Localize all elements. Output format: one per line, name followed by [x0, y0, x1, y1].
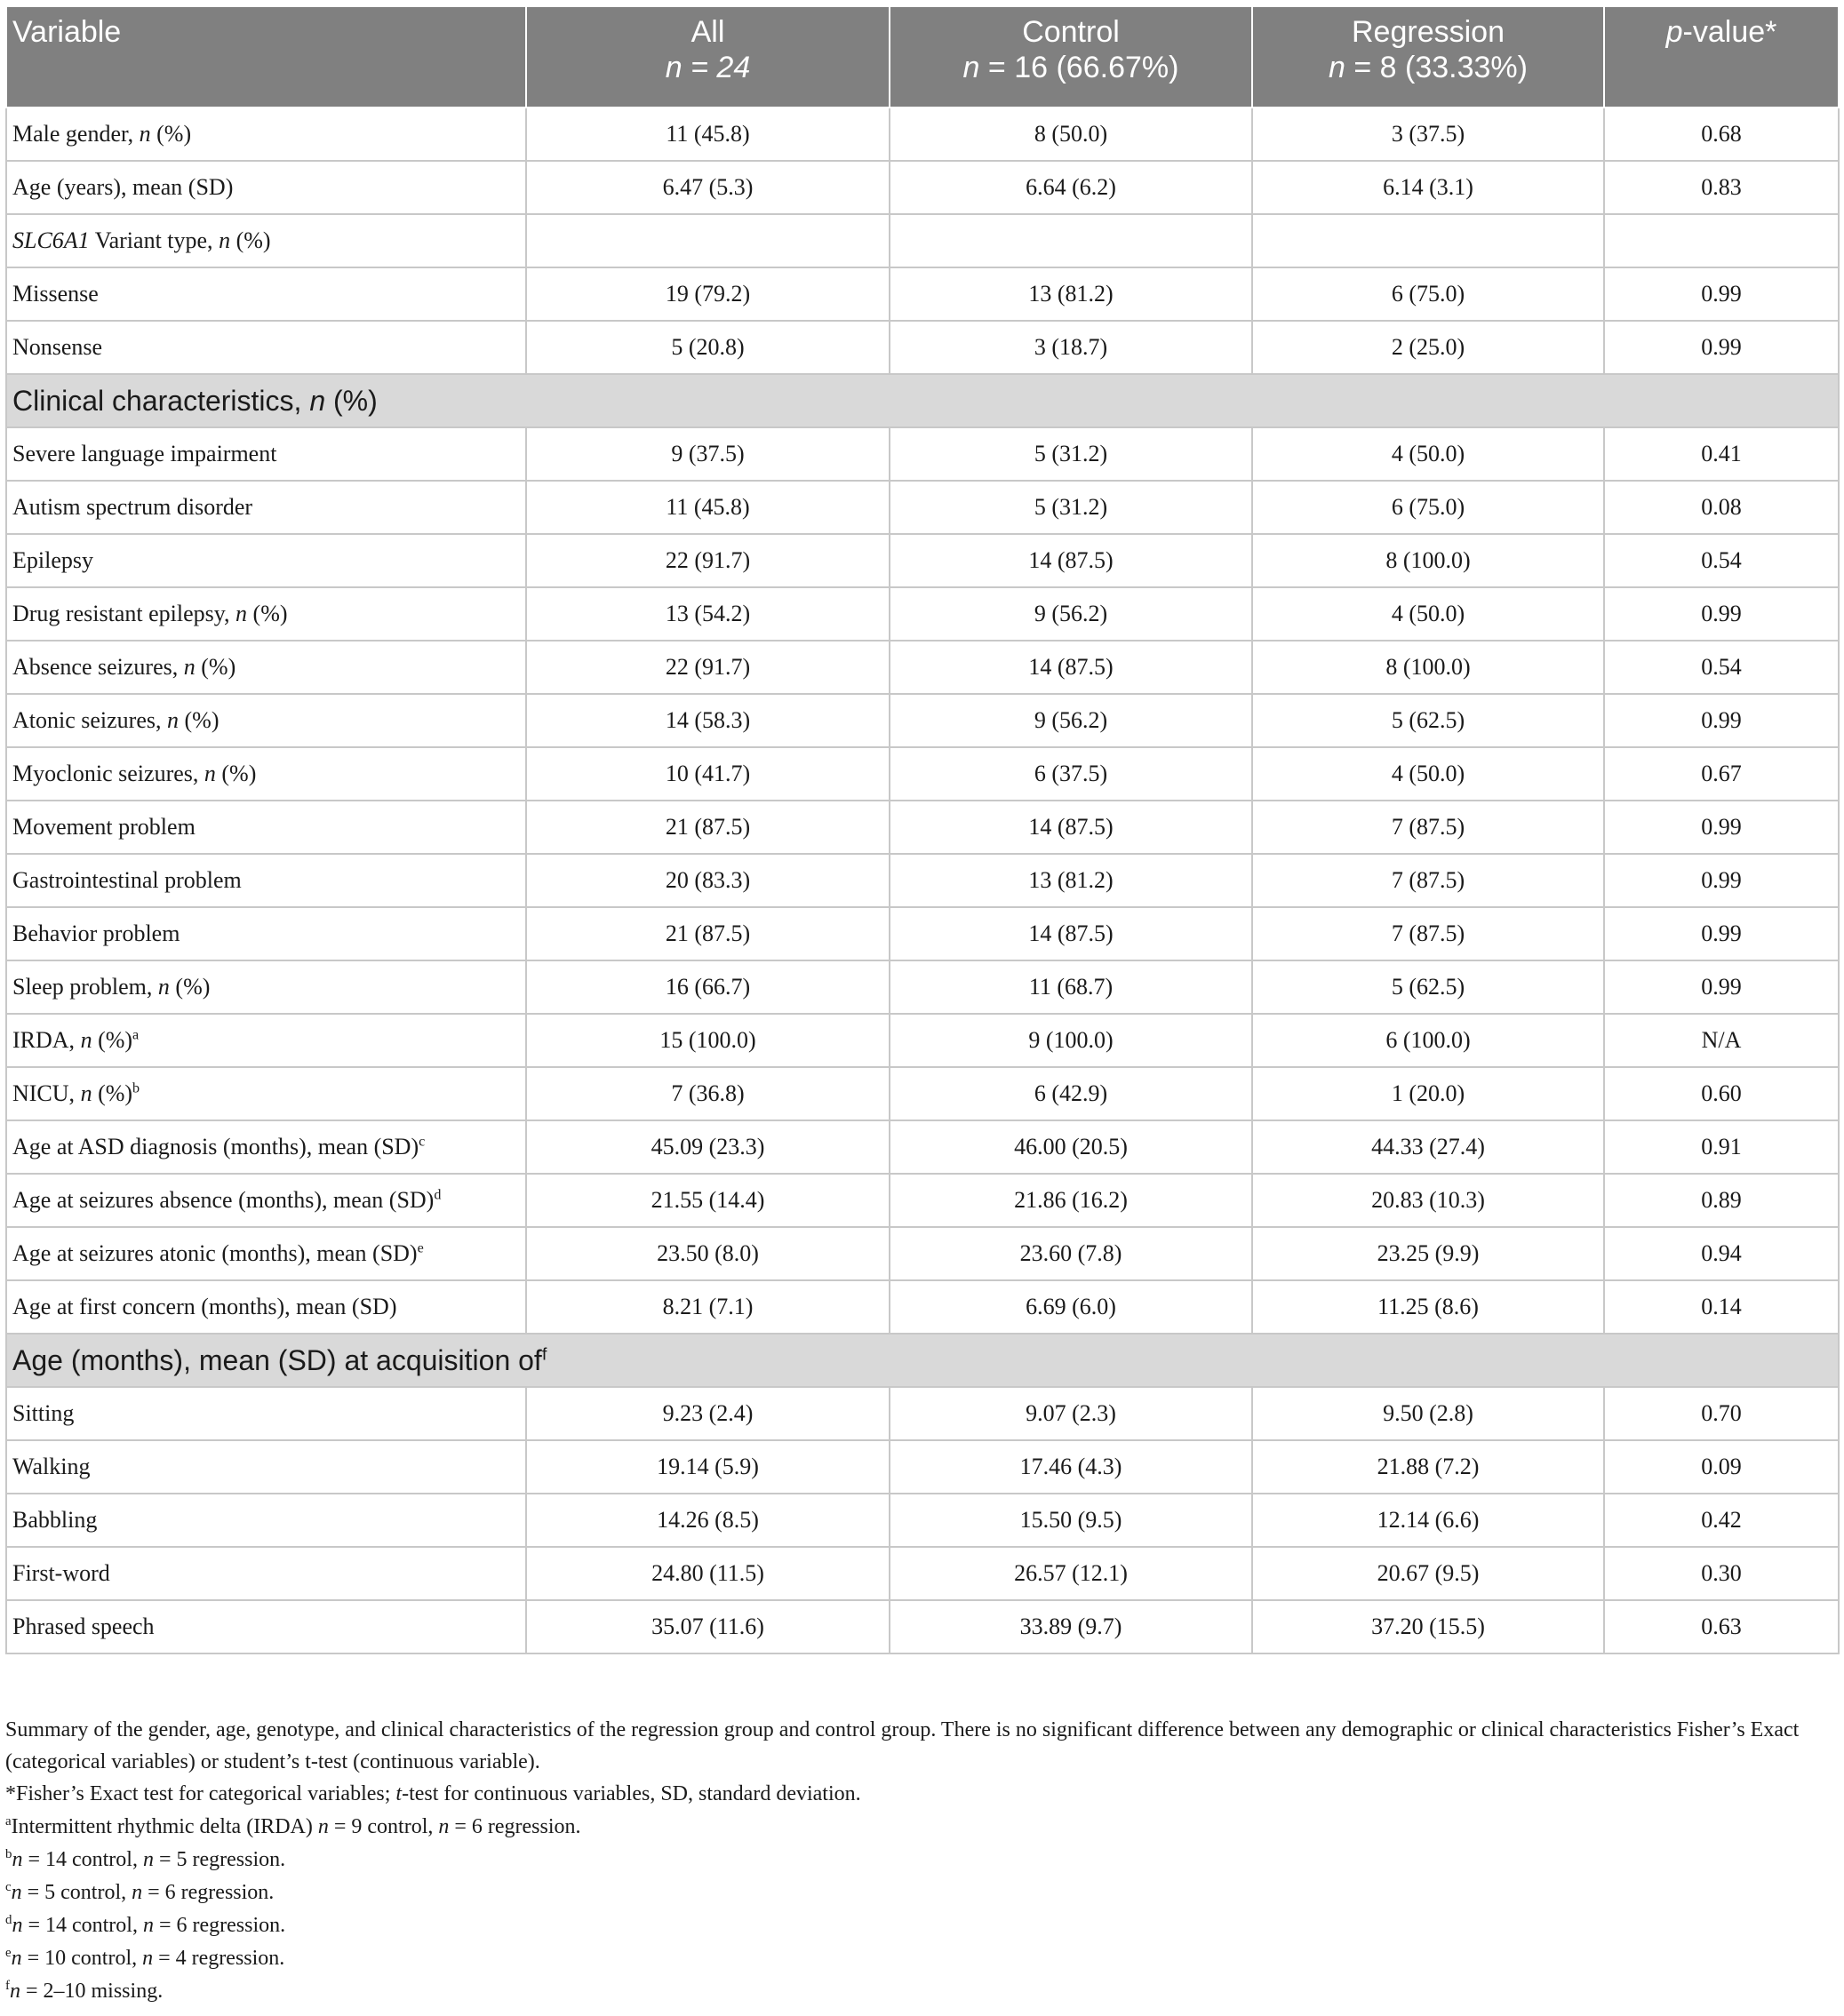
cell-regression: 7 (87.5) [1252, 801, 1604, 854]
cell-regression: 20.83 (10.3) [1252, 1174, 1604, 1227]
cell-regression [1252, 214, 1604, 267]
footnote-item: *Fisher’s Exact test for categorical variables; t-test for continuous variables, SD, standard deviation. [5, 1782, 861, 1805]
cell-regression: 3 (37.5) [1252, 108, 1604, 161]
cell-all: 11 (45.8) [526, 481, 890, 534]
footnote-item: $^c$n = 5 control, n = 6 regression. [5, 1880, 275, 1904]
cell-regression: 6 (100.0) [1252, 1014, 1604, 1067]
header-p-value: p-value* [1604, 6, 1839, 108]
header-regression: Regression n = 8 (33.33%) [1252, 6, 1604, 108]
row-label: Myoclonic seizures, n (%) [6, 747, 526, 801]
cell-p: 0.99 [1604, 907, 1839, 960]
cell-p: N/A [1604, 1014, 1839, 1067]
cell-all: 35.07 (11.6) [526, 1600, 890, 1653]
cell-p: 0.91 [1604, 1120, 1839, 1174]
cell-regression: 20.67 (9.5) [1252, 1547, 1604, 1600]
cell-p: 0.99 [1604, 587, 1839, 641]
table-row [6, 267, 1839, 321]
cell-all: 19 (79.2) [526, 267, 890, 321]
table-row [6, 1600, 1839, 1653]
cell-control: 6 (37.5) [890, 747, 1252, 801]
row-label: Behavior problem [6, 907, 526, 960]
cell-control: 9.07 (2.3) [890, 1387, 1252, 1440]
row-label: Absence seizures, n (%) [6, 641, 526, 694]
cell-all: 14 (58.3) [526, 694, 890, 747]
table-footnotes [5, 1714, 1838, 2008]
cell-regression: 1 (20.0) [1252, 1067, 1604, 1120]
cell-control: 6.64 (6.2) [890, 161, 1252, 214]
section-header-row [6, 374, 1839, 427]
table-row [6, 161, 1839, 214]
cell-p: 0.41 [1604, 427, 1839, 481]
row-label: Autism spectrum disorder [6, 481, 526, 534]
table-body [6, 108, 1839, 1653]
header-control: Control n = 16 (66.67%) [890, 6, 1252, 108]
row-label: IRDA, n (%)$^a$ [6, 1014, 526, 1067]
table-row [6, 587, 1839, 641]
row-label: Sleep problem, n (%) [6, 960, 526, 1014]
cell-control: 17.46 (4.3) [890, 1440, 1252, 1494]
footnote-item: $^a$Intermittent rhythmic delta (IRDA) n = 9 control, n = 6 regression. [5, 1814, 581, 1838]
row-label: Sitting [6, 1387, 526, 1440]
cell-p: 0.70 [1604, 1387, 1839, 1440]
cell-p: 0.99 [1604, 801, 1839, 854]
cell-regression: 4 (50.0) [1252, 427, 1604, 481]
cell-regression: 37.20 (15.5) [1252, 1600, 1604, 1653]
header-regression-n: n = 8 (33.33%) [1329, 51, 1528, 84]
cell-regression: 4 (50.0) [1252, 587, 1604, 641]
cell-all: 8.21 (7.1) [526, 1280, 890, 1334]
cell-control: 14 (87.5) [890, 534, 1252, 587]
cell-p: 0.54 [1604, 641, 1839, 694]
row-label: Epilepsy [6, 534, 526, 587]
cell-control: 9 (56.2) [890, 587, 1252, 641]
cell-all: 45.09 (23.3) [526, 1120, 890, 1174]
row-label: Walking [6, 1440, 526, 1494]
row-label: Babbling [6, 1494, 526, 1547]
cell-p: 0.30 [1604, 1547, 1839, 1600]
table-row [6, 801, 1839, 854]
cell-all: 21.55 (14.4) [526, 1174, 890, 1227]
cell-all: 22 (91.7) [526, 641, 890, 694]
cell-regression: 7 (87.5) [1252, 854, 1604, 907]
row-label: First-word [6, 1547, 526, 1600]
row-label: Missense [6, 267, 526, 321]
cell-p [1604, 214, 1839, 267]
row-label: Phrased speech [6, 1600, 526, 1653]
cell-control: 15.50 (9.5) [890, 1494, 1252, 1547]
cell-p: 0.99 [1604, 960, 1839, 1014]
section-header-row [6, 1334, 1839, 1387]
table-row [6, 907, 1839, 960]
cell-control: 5 (31.2) [890, 481, 1252, 534]
cell-all: 14.26 (8.5) [526, 1494, 890, 1547]
cell-control: 14 (87.5) [890, 801, 1252, 854]
table-row [6, 1387, 1839, 1440]
cell-control: 13 (81.2) [890, 267, 1252, 321]
row-label: Atonic seizures, n (%) [6, 694, 526, 747]
table-row [6, 1067, 1839, 1120]
cell-p: 0.99 [1604, 694, 1839, 747]
cell-all: 21 (87.5) [526, 907, 890, 960]
cell-regression: 23.25 (9.9) [1252, 1227, 1604, 1280]
footnote-item: $^f$n = 2–10 missing. [5, 1979, 164, 2003]
footnote-marker: e [417, 1240, 424, 1256]
cell-p: 0.99 [1604, 321, 1839, 374]
footnote-item: $^b$n = 14 control, n = 5 regression. [5, 1847, 286, 1871]
cell-control: 26.57 (12.1) [890, 1547, 1252, 1600]
row-label: Movement problem [6, 801, 526, 854]
cell-regression: 21.88 (7.2) [1252, 1440, 1604, 1494]
cell-all: 21 (87.5) [526, 801, 890, 854]
cell-control: 33.89 (9.7) [890, 1600, 1252, 1653]
footnote-marker: a [132, 1027, 140, 1043]
cell-regression: 11.25 (8.6) [1252, 1280, 1604, 1334]
cell-regression: 8 (100.0) [1252, 641, 1604, 694]
table-row [6, 747, 1839, 801]
cell-control: 13 (81.2) [890, 854, 1252, 907]
table-row [6, 1014, 1839, 1067]
cell-regression: 44.33 (27.4) [1252, 1120, 1604, 1174]
row-label: Male gender, n (%) [6, 108, 526, 161]
cell-all: 15 (100.0) [526, 1014, 890, 1067]
row-label: NICU, n (%)$^b$ [6, 1067, 526, 1120]
cell-all: 22 (91.7) [526, 534, 890, 587]
cell-p: 0.63 [1604, 1600, 1839, 1653]
cell-p: 0.09 [1604, 1440, 1839, 1494]
cell-regression: 6.14 (3.1) [1252, 161, 1604, 214]
table-row [6, 321, 1839, 374]
footnote-list [5, 1778, 1838, 2008]
cell-p: 0.67 [1604, 747, 1839, 801]
cell-all: 19.14 (5.9) [526, 1440, 890, 1494]
table-row [6, 108, 1839, 161]
table-row [6, 534, 1839, 587]
cell-control: 3 (18.7) [890, 321, 1252, 374]
cell-control: 9 (100.0) [890, 1014, 1252, 1067]
cell-p: 0.68 [1604, 108, 1839, 161]
footnote-marker: f [541, 1343, 547, 1364]
table-container [5, 5, 1838, 1654]
header-control-n: n = 16 (66.67%) [962, 51, 1179, 84]
row-label: Age at seizures atonic (months), mean (SD)$^e$ [6, 1227, 526, 1280]
table-row [6, 1547, 1839, 1600]
header-row [6, 6, 1839, 108]
cell-p: 0.89 [1604, 1174, 1839, 1227]
cell-p: 0.42 [1604, 1494, 1839, 1547]
table-row [6, 1280, 1839, 1334]
cell-all: 16 (66.7) [526, 960, 890, 1014]
cell-all: 9 (37.5) [526, 427, 890, 481]
row-label: Age at first concern (months), mean (SD) [6, 1280, 526, 1334]
cell-p: 0.14 [1604, 1280, 1839, 1334]
demographics-table [5, 5, 1840, 1654]
row-label: Severe language impairment [6, 427, 526, 481]
cell-regression: 8 (100.0) [1252, 534, 1604, 587]
row-label: SLC6A1 Variant type, n (%) [6, 214, 526, 267]
table-row [6, 481, 1839, 534]
table-row [6, 1174, 1839, 1227]
table-row [6, 427, 1839, 481]
cell-control: 23.60 (7.8) [890, 1227, 1252, 1280]
cell-control: 9 (56.2) [890, 694, 1252, 747]
row-label: Age (years), mean (SD) [6, 161, 526, 214]
table-row [6, 1120, 1839, 1174]
cell-all: 20 (83.3) [526, 854, 890, 907]
cell-regression: 5 (62.5) [1252, 960, 1604, 1014]
cell-p: 0.99 [1604, 854, 1839, 907]
cell-regression: 12.14 (6.6) [1252, 1494, 1604, 1547]
section-title: Clinical characteristics, n (%) [6, 374, 1839, 427]
cell-all: 23.50 (8.0) [526, 1227, 890, 1280]
table-row [6, 1440, 1839, 1494]
table-row [6, 1227, 1839, 1280]
cell-p: 0.94 [1604, 1227, 1839, 1280]
row-label: Nonsense [6, 321, 526, 374]
table-row [6, 1494, 1839, 1547]
cell-control: 14 (87.5) [890, 641, 1252, 694]
cell-regression: 6 (75.0) [1252, 481, 1604, 534]
cell-control [890, 214, 1252, 267]
table-row [6, 960, 1839, 1014]
cell-control: 6 (42.9) [890, 1067, 1252, 1120]
cell-all [526, 214, 890, 267]
cell-all: 24.80 (11.5) [526, 1547, 890, 1600]
cell-control: 5 (31.2) [890, 427, 1252, 481]
cell-control: 21.86 (16.2) [890, 1174, 1252, 1227]
cell-p: 0.60 [1604, 1067, 1839, 1120]
cell-regression: 5 (62.5) [1252, 694, 1604, 747]
row-label: Gastrointestinal problem [6, 854, 526, 907]
header-variable: Variable [6, 6, 526, 108]
header-all: All n = 24 [526, 6, 890, 108]
footnote-marker: b [132, 1080, 140, 1096]
table-row [6, 694, 1839, 747]
cell-p: 0.99 [1604, 267, 1839, 321]
cell-regression: 9.50 (2.8) [1252, 1387, 1604, 1440]
footnote-item: $^e$n = 10 control, n = 4 regression. [5, 1946, 285, 1970]
section-title: Age (months), mean (SD) at acquisition $of^f$ [6, 1334, 1839, 1387]
cell-control: 6.69 (6.0) [890, 1280, 1252, 1334]
cell-control: 14 (87.5) [890, 907, 1252, 960]
cell-all: 6.47 (5.3) [526, 161, 890, 214]
cell-regression: 2 (25.0) [1252, 321, 1604, 374]
footnote-item: $^d$n = 14 control, n = 6 regression. [5, 1913, 286, 1937]
cell-all: 9.23 (2.4) [526, 1387, 890, 1440]
cell-p: 0.83 [1604, 161, 1839, 214]
table-row [6, 214, 1839, 267]
cell-control: 46.00 (20.5) [890, 1120, 1252, 1174]
cell-p: 0.54 [1604, 534, 1839, 587]
cell-all: 13 (54.2) [526, 587, 890, 641]
cell-regression: 6 (75.0) [1252, 267, 1604, 321]
cell-control: 8 (50.0) [890, 108, 1252, 161]
cell-control: 11 (68.7) [890, 960, 1252, 1014]
row-label: Drug resistant epilepsy, n (%) [6, 587, 526, 641]
cell-all: 7 (36.8) [526, 1067, 890, 1120]
cell-all: 5 (20.8) [526, 321, 890, 374]
cell-all: 10 (41.7) [526, 747, 890, 801]
footnote-summary: Summary of the gender, age, genotype, and clinical characteristics of the regression group and control group. There is no significant difference between any demographic or clinical characteristics Fisher’s Exact (categorical variables) or student’s t-test (continuous variable). [5, 1718, 1800, 1773]
cell-all: 11 (45.8) [526, 108, 890, 161]
cell-regression: 7 (87.5) [1252, 907, 1604, 960]
table-row [6, 854, 1839, 907]
footnote-marker: d [434, 1187, 442, 1203]
row-label: Age at ASD diagnosis (months), mean (SD)$^c$ [6, 1120, 526, 1174]
cell-regression: 4 (50.0) [1252, 747, 1604, 801]
table-row [6, 641, 1839, 694]
cell-p: 0.08 [1604, 481, 1839, 534]
footnote-marker: c [419, 1134, 426, 1150]
row-label: Age at seizures absence (months), mean (SD)$^d$ [6, 1174, 526, 1227]
